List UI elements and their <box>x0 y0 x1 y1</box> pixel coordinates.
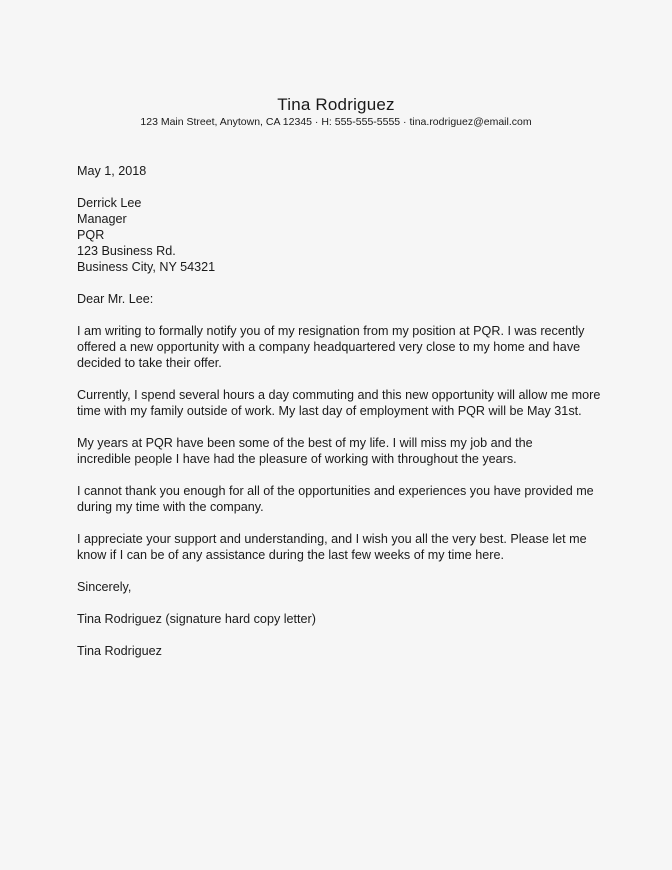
paragraph-line: I appreciate your support and understanding, and I wish you all the very best. Please let me <box>77 532 587 546</box>
signature-note: Tina Rodriguez (signature hard copy letter) <box>77 612 316 626</box>
letter-date: May 1, 2018 <box>77 164 147 178</box>
paragraph-line: Currently, I spend several hours a day commuting and this new opportunity will allow me more <box>77 388 601 402</box>
typed-name: Tina Rodriguez <box>77 644 162 658</box>
paragraph-line: during my time with the company. <box>77 500 264 514</box>
paragraph-line: I am writing to formally notify you of my resignation from my position at PQR. I was recently <box>77 324 585 338</box>
paragraph-2 <box>77 387 617 419</box>
recipient-title: Manager <box>77 212 127 226</box>
recipient-name: Derrick Lee <box>77 196 142 210</box>
paragraph-line: My years at PQR have been some of the best of my life. I will miss my job and the <box>77 436 533 450</box>
closing: Sincerely, <box>77 580 132 594</box>
paragraph-1 <box>77 323 617 371</box>
recipient-company: PQR <box>77 228 105 242</box>
paragraph-4 <box>77 483 617 515</box>
sender-name: Tina Rodriguez <box>277 95 395 114</box>
paragraph-5 <box>77 531 617 563</box>
paragraph-line: decided to take their offer. <box>77 356 222 370</box>
paragraph-line: I cannot thank you enough for all of the opportunities and experiences you have provided me <box>77 484 594 498</box>
recipient-address <box>77 195 617 275</box>
recipient-city: Business City, NY 54321 <box>77 260 216 274</box>
sender-contact: 123 Main Street, Anytown, CA 12345 · H: 555-555-5555 · tina.rodriguez@email.com <box>140 116 532 128</box>
paragraph-line: incredible people I have had the pleasure of working with throughout the years. <box>77 452 517 466</box>
paragraph-line: know if I can be of any assistance during the last few weeks of my time here. <box>77 548 504 562</box>
paragraph-line: time with my family outside of work. My last day of employment with PQR will be May 31st. <box>77 404 582 418</box>
paragraph-3 <box>77 435 617 467</box>
paragraph-line: offered a new opportunity with a company headquartered very close to my home and have <box>77 340 581 354</box>
recipient-street: 123 Business Rd. <box>77 244 176 258</box>
letter-body <box>77 163 617 675</box>
salutation: Dear Mr. Lee: <box>77 292 154 306</box>
